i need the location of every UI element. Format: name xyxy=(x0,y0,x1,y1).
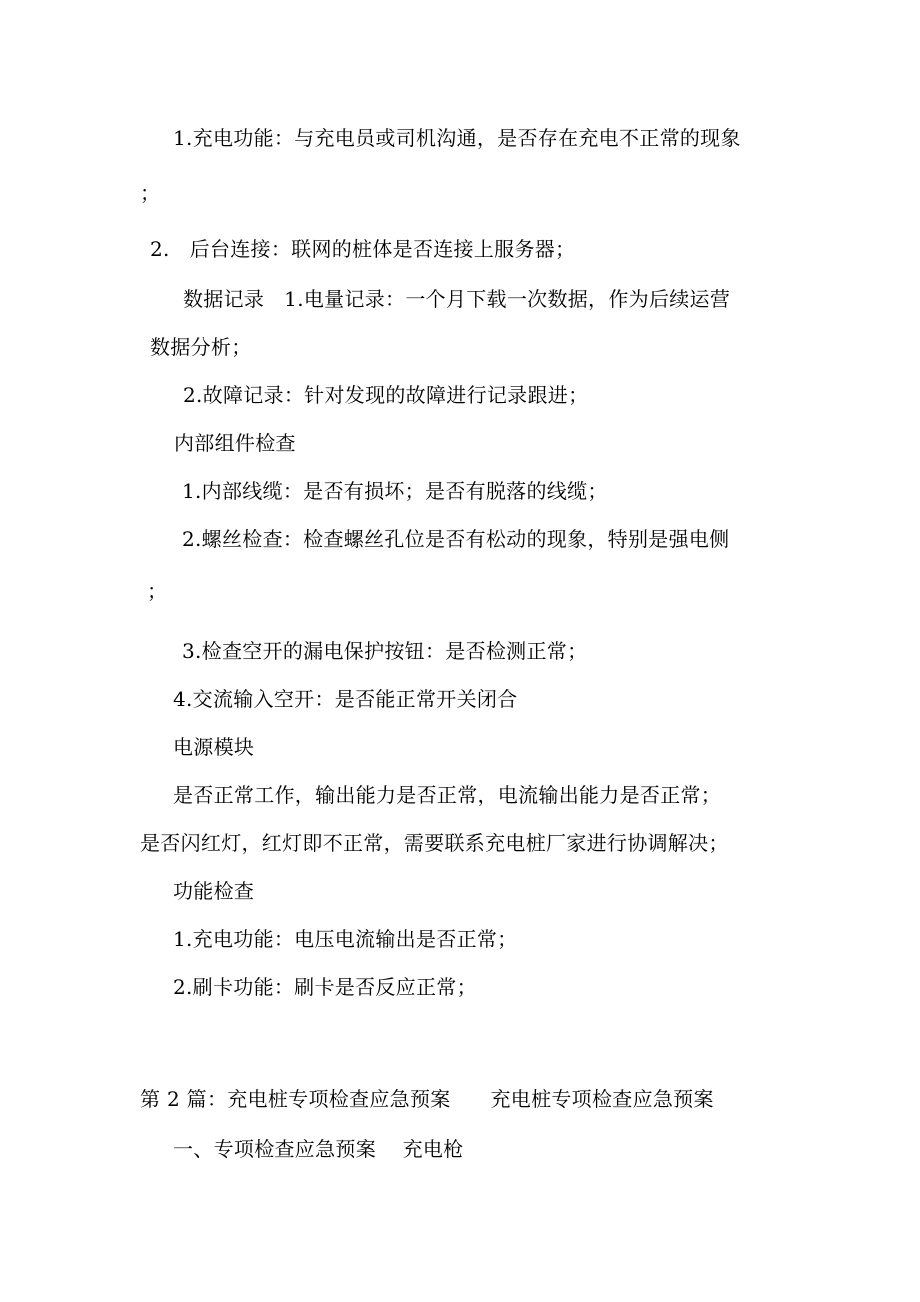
text-line-red-light: 是否闪红灯，红灯即不正常，需要联系充电桩厂家进行协调解决； xyxy=(140,831,729,855)
text-line-screw-check: 2.螺丝检查：检查螺丝孔位是否有松动的现象，特别是强电侧 xyxy=(182,527,730,551)
text-line-card-swipe: 2.刷卡功能：刷卡是否反应正常； xyxy=(173,975,477,999)
chapter-title-part-2: 第 2 篇：充电桩专项检查应急预案 充电桩专项检查应急预案 xyxy=(140,1087,714,1111)
section-heading-power-module: 电源模块 xyxy=(173,735,255,759)
text-line-backend-connection: 2. 后台连接：联网的桩体是否连接上服务器； xyxy=(150,237,576,261)
section-heading-internal-components: 内部组件检查 xyxy=(174,431,296,455)
text-line-data-analysis: 数据分析； xyxy=(150,335,252,359)
text-line-leakage-protection: 3.检查空开的漏电保护按钮：是否检测正常； xyxy=(182,639,588,663)
text-line-power-module-status: 是否正常工作，输出能力是否正常，电流输出能力是否正常； xyxy=(173,783,722,807)
text-line-fault-record: 2.故障记录：针对发现的故障进行记录跟进； xyxy=(183,383,589,407)
text-line-semicolon: ； xyxy=(147,579,168,603)
text-line-charging-function: 1.充电功能：与充电员或司机沟通，是否存在充电不正常的现象 xyxy=(173,126,741,150)
text-line-charge-output: 1.充电功能：电压电流输出是否正常； xyxy=(173,927,518,951)
text-line-semicolon: ； xyxy=(140,181,161,205)
text-line-data-record: 数据记录 1.电量记录：一个月下载一次数据，作为后续运营 xyxy=(183,287,731,311)
section-heading-function-check: 功能检查 xyxy=(173,879,255,903)
text-line-ac-input-switch: 4.交流输入空开：是否能正常开关闭合 xyxy=(173,687,518,711)
text-line-internal-cables: 1.内部线缆：是否有损坏；是否有脱落的线缆； xyxy=(182,479,608,503)
section-heading-emergency-plan: 一、专项检查应急预案 充电枪 xyxy=(173,1137,464,1161)
